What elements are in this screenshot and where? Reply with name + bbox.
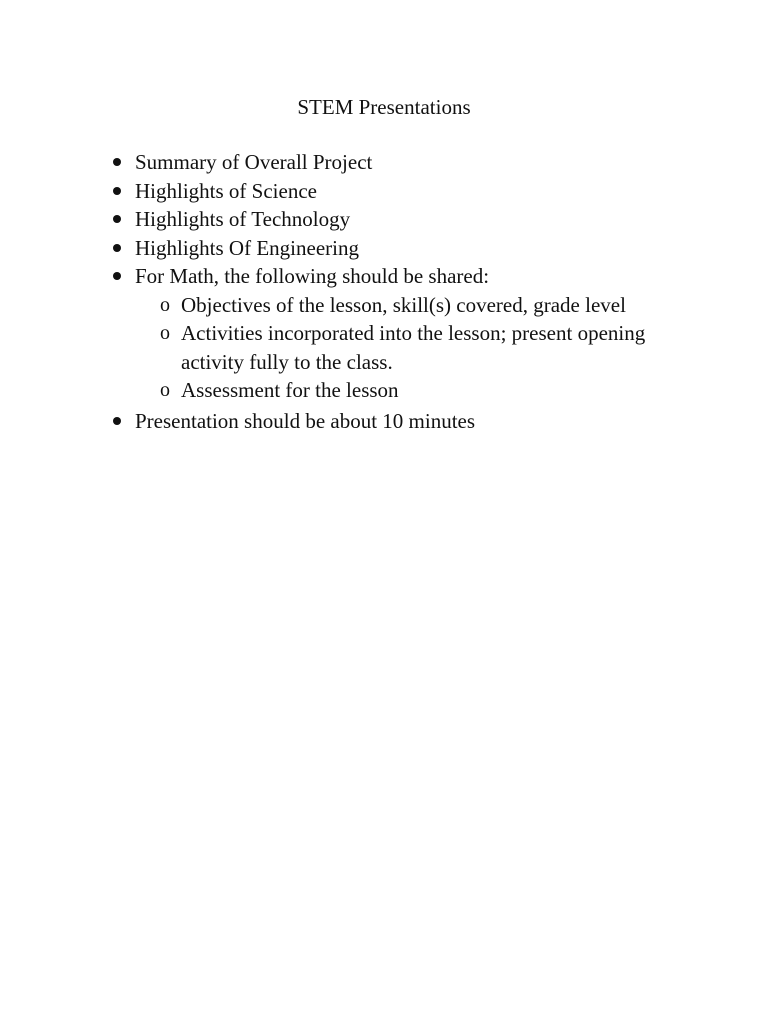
math-sub-list	[135, 291, 710, 405]
sub-list-item	[135, 319, 710, 376]
list-item-text: Highlights Of Engineering	[135, 235, 359, 260]
list-item-text: Highlights of Science	[135, 178, 317, 203]
list-item-text: Highlights of Technology	[135, 207, 351, 231]
bullet-icon	[113, 215, 121, 223]
list-item	[110, 262, 710, 405]
list-item	[110, 177, 710, 206]
circle-bullet-icon: o	[160, 322, 170, 344]
bullet-icon	[113, 187, 121, 195]
sub-list-item-text: Assessment for the lesson	[181, 378, 399, 402]
list-item-text: For Math, the following should be shared:	[135, 264, 490, 288]
list-item	[110, 205, 710, 234]
sub-list-item	[135, 291, 710, 320]
circle-bullet-icon: o	[160, 293, 170, 316]
sub-list-item-text: Activities incorporated into the lesson; present opening activity fully to the class.	[181, 321, 646, 374]
page-title: STEM Presentations	[297, 95, 471, 119]
bullet-icon	[113, 158, 121, 166]
bullet-icon	[113, 417, 121, 425]
bullet-list	[110, 148, 710, 435]
bullet-icon	[113, 272, 121, 280]
circle-bullet-icon: o	[160, 379, 170, 401]
sub-list-item-text: Objectives of the lesson, skill(s) covered, grade level	[181, 292, 626, 317]
list-item-text: Summary of Overall Project	[135, 150, 373, 174]
list-item	[110, 234, 710, 263]
sub-list-item	[135, 376, 710, 405]
list-item-text: Presentation should be about 10 minutes	[135, 408, 476, 433]
list-item	[110, 407, 710, 436]
list-item	[110, 148, 710, 177]
bullet-icon	[113, 244, 121, 252]
